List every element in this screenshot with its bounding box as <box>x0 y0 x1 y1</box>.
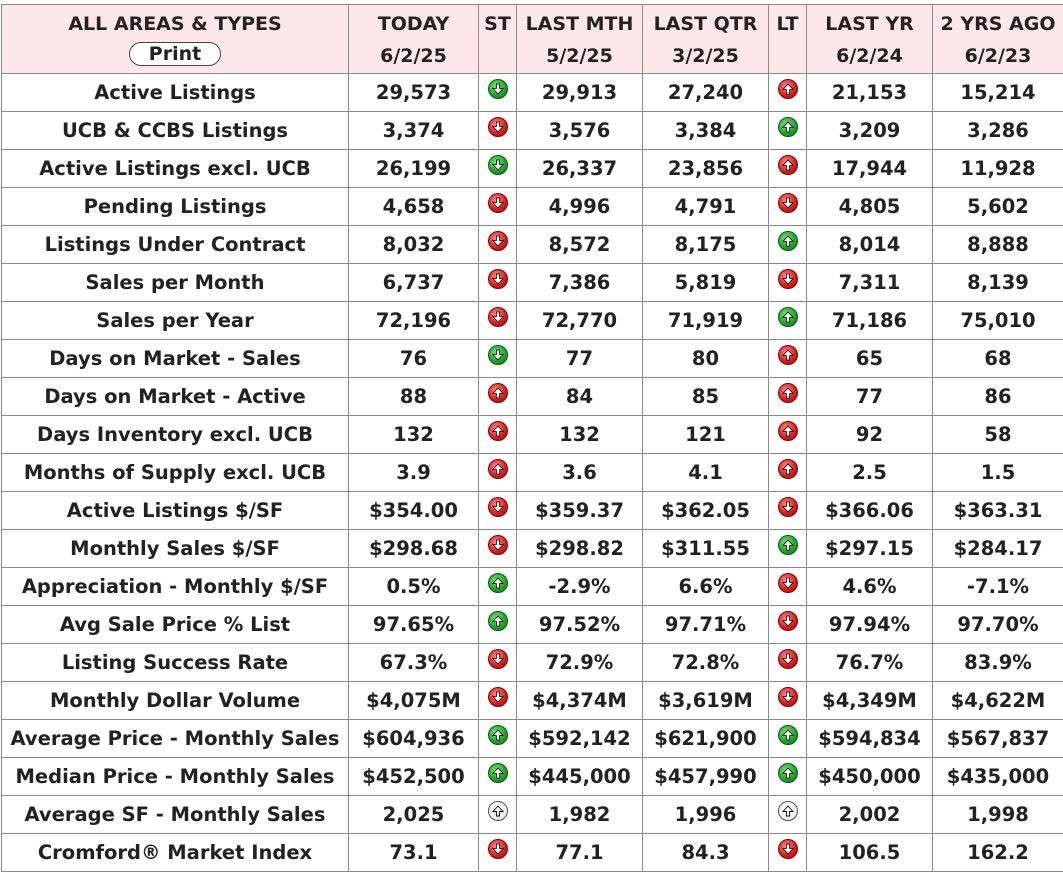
lt-trend-cell <box>769 150 807 188</box>
arrow-down-red-icon <box>488 839 508 859</box>
lt-trend-cell <box>769 378 807 416</box>
value-2-yrs-ago: 75,010 <box>933 302 1063 340</box>
value-today: 76 <box>349 340 479 378</box>
table-row <box>2 112 1063 150</box>
table-row <box>2 264 1063 302</box>
value-last-mth: 3.6 <box>517 454 643 492</box>
value-last-qtr: 3,384 <box>643 112 769 150</box>
table-row <box>2 720 1063 758</box>
arrow-up-red-icon <box>488 383 508 403</box>
row-label: Cromford® Market Index <box>2 834 349 872</box>
value-2-yrs-ago: $363.31 <box>933 492 1063 530</box>
value-2-yrs-ago: $435,000 <box>933 758 1063 796</box>
st-trend-cell <box>479 644 517 682</box>
arrow-down-red-icon <box>488 231 508 251</box>
value-last-yr: 92 <box>807 416 933 454</box>
row-label: Monthly Dollar Volume <box>2 682 349 720</box>
lt-trend-cell <box>769 302 807 340</box>
value-last-yr: 7,311 <box>807 264 933 302</box>
value-last-qtr: $457,990 <box>643 758 769 796</box>
table-row <box>2 568 1063 606</box>
value-last-mth: 84 <box>517 378 643 416</box>
row-label: Listing Success Rate <box>2 644 349 682</box>
arrow-down-red-icon <box>778 573 798 593</box>
value-last-qtr: 1,996 <box>643 796 769 834</box>
arrow-up-green-icon <box>778 307 798 327</box>
value-last-mth: $359.37 <box>517 492 643 530</box>
value-last-mth: 1,982 <box>517 796 643 834</box>
table-row <box>2 378 1063 416</box>
table-row <box>2 492 1063 530</box>
arrow-down-red-icon <box>488 535 508 555</box>
value-last-mth: 72.9% <box>517 644 643 682</box>
col-last-mth[interactable]: LAST MTH 5/2/25 <box>517 5 643 74</box>
value-last-yr: $4,349M <box>807 682 933 720</box>
value-last-yr: 97.94% <box>807 606 933 644</box>
table-row <box>2 682 1063 720</box>
st-trend-cell <box>479 530 517 568</box>
st-trend-cell <box>479 264 517 302</box>
lt-trend-cell <box>769 416 807 454</box>
value-last-yr: 4,805 <box>807 188 933 226</box>
arrow-down-green-icon <box>488 79 508 99</box>
value-2-yrs-ago: 8,139 <box>933 264 1063 302</box>
value-2-yrs-ago: 1,998 <box>933 796 1063 834</box>
table-row <box>2 74 1063 112</box>
arrow-up-white-icon <box>778 801 798 821</box>
value-last-mth: $592,142 <box>517 720 643 758</box>
st-trend-cell <box>479 720 517 758</box>
value-last-mth: 29,913 <box>517 74 643 112</box>
arrow-up-green-icon <box>778 535 798 555</box>
value-2-yrs-ago: 3,286 <box>933 112 1063 150</box>
st-trend-cell <box>479 568 517 606</box>
row-label: Pending Listings <box>2 188 349 226</box>
value-last-yr: 8,014 <box>807 226 933 264</box>
col-st[interactable]: ST <box>479 5 517 74</box>
table-row <box>2 606 1063 644</box>
row-label: Days on Market - Active <box>2 378 349 416</box>
market-stats-table <box>1 4 1063 872</box>
lt-trend-cell <box>769 188 807 226</box>
row-label: Median Price - Monthly Sales <box>2 758 349 796</box>
arrow-down-green-icon <box>488 155 508 175</box>
value-last-qtr: 27,240 <box>643 74 769 112</box>
print-button[interactable]: Print <box>129 42 221 66</box>
value-last-qtr: 4.1 <box>643 454 769 492</box>
value-last-qtr: 80 <box>643 340 769 378</box>
value-today: 6,737 <box>349 264 479 302</box>
table-row <box>2 150 1063 188</box>
arrow-up-red-icon <box>778 155 798 175</box>
value-last-qtr: 84.3 <box>643 834 769 872</box>
table-row <box>2 644 1063 682</box>
arrow-up-green-icon <box>778 725 798 745</box>
value-last-qtr: 71,919 <box>643 302 769 340</box>
lt-trend-cell <box>769 834 807 872</box>
table-title: ALL AREAS & TYPES <box>2 11 348 43</box>
header-row <box>2 5 1063 74</box>
row-label: Sales per Month <box>2 264 349 302</box>
lt-trend-cell <box>769 340 807 378</box>
value-last-qtr: 97.71% <box>643 606 769 644</box>
value-2-yrs-ago: 11,928 <box>933 150 1063 188</box>
value-last-qtr: $311.55 <box>643 530 769 568</box>
value-last-yr: 76.7% <box>807 644 933 682</box>
value-2-yrs-ago: 68 <box>933 340 1063 378</box>
value-last-mth: 97.52% <box>517 606 643 644</box>
st-trend-cell <box>479 188 517 226</box>
value-last-yr: 17,944 <box>807 150 933 188</box>
table-row <box>2 454 1063 492</box>
value-2-yrs-ago: 97.70% <box>933 606 1063 644</box>
st-trend-cell <box>479 454 517 492</box>
lt-trend-cell <box>769 682 807 720</box>
arrow-up-red-icon <box>778 345 798 365</box>
arrow-down-red-icon <box>488 307 508 327</box>
st-trend-cell <box>479 834 517 872</box>
row-label: Listings Under Contract <box>2 226 349 264</box>
value-2-yrs-ago: 58 <box>933 416 1063 454</box>
arrow-up-red-icon <box>778 459 798 479</box>
table-row <box>2 340 1063 378</box>
value-2-yrs-ago: -7.1% <box>933 568 1063 606</box>
value-last-qtr: 85 <box>643 378 769 416</box>
arrow-up-red-icon <box>488 421 508 441</box>
arrow-down-red-icon <box>488 117 508 137</box>
arrow-up-red-icon <box>778 421 798 441</box>
arrow-up-green-icon <box>488 763 508 783</box>
value-2-yrs-ago: 86 <box>933 378 1063 416</box>
arrow-up-green-icon <box>778 763 798 783</box>
arrow-up-green-icon <box>488 573 508 593</box>
value-today: 4,658 <box>349 188 479 226</box>
arrow-down-red-icon <box>778 269 798 289</box>
value-last-yr: 4.6% <box>807 568 933 606</box>
value-last-mth: 72,770 <box>517 302 643 340</box>
st-trend-cell <box>479 606 517 644</box>
value-last-mth: $298.82 <box>517 530 643 568</box>
value-last-qtr: 23,856 <box>643 150 769 188</box>
st-trend-cell <box>479 378 517 416</box>
lt-trend-cell <box>769 796 807 834</box>
header-title-cell <box>2 5 349 74</box>
value-last-qtr: 8,175 <box>643 226 769 264</box>
table-row <box>2 416 1063 454</box>
arrow-up-red-icon <box>488 459 508 479</box>
table-row <box>2 796 1063 834</box>
value-today: 3.9 <box>349 454 479 492</box>
arrow-down-red-icon <box>778 839 798 859</box>
row-label: Active Listings <box>2 74 349 112</box>
row-label: Average SF - Monthly Sales <box>2 796 349 834</box>
row-label: Days Inventory excl. UCB <box>2 416 349 454</box>
table-body <box>2 74 1063 872</box>
value-last-yr: $594,834 <box>807 720 933 758</box>
value-2-yrs-ago: 15,214 <box>933 74 1063 112</box>
value-today: 73.1 <box>349 834 479 872</box>
arrow-up-red-icon <box>778 383 798 403</box>
row-label: Sales per Year <box>2 302 349 340</box>
value-last-yr: 71,186 <box>807 302 933 340</box>
value-last-qtr: $621,900 <box>643 720 769 758</box>
row-label: Appreciation - Monthly $/SF <box>2 568 349 606</box>
value-today: 29,573 <box>349 74 479 112</box>
value-today: 2,025 <box>349 796 479 834</box>
st-trend-cell <box>479 796 517 834</box>
value-today: 88 <box>349 378 479 416</box>
lt-trend-cell <box>769 606 807 644</box>
value-today: $452,500 <box>349 758 479 796</box>
row-label: Active Listings excl. UCB <box>2 150 349 188</box>
arrow-up-white-icon <box>488 801 508 821</box>
value-today: 132 <box>349 416 479 454</box>
table-row <box>2 302 1063 340</box>
value-last-yr: 21,153 <box>807 74 933 112</box>
st-trend-cell <box>479 226 517 264</box>
arrow-down-red-icon <box>488 193 508 213</box>
arrow-up-green-icon <box>778 117 798 137</box>
st-trend-cell <box>479 492 517 530</box>
col-last-qtr[interactable]: LAST QTR 3/2/25 <box>643 5 769 74</box>
value-today: 67.3% <box>349 644 479 682</box>
value-last-qtr: $362.05 <box>643 492 769 530</box>
value-last-mth: 77.1 <box>517 834 643 872</box>
row-label: Active Listings $/SF <box>2 492 349 530</box>
value-last-qtr: 121 <box>643 416 769 454</box>
value-last-yr: 2,002 <box>807 796 933 834</box>
value-2-yrs-ago: 83.9% <box>933 644 1063 682</box>
arrow-up-green-icon <box>488 725 508 745</box>
row-label: Avg Sale Price % List <box>2 606 349 644</box>
value-last-qtr: 4,791 <box>643 188 769 226</box>
table-row <box>2 758 1063 796</box>
value-last-yr: 65 <box>807 340 933 378</box>
lt-trend-cell <box>769 720 807 758</box>
value-last-yr: $366.06 <box>807 492 933 530</box>
col-2-yrs-ago[interactable]: 2 YRS AGO 6/2/23 <box>933 5 1063 74</box>
value-2-yrs-ago: $4,622M <box>933 682 1063 720</box>
col-last-yr[interactable]: LAST YR 6/2/24 <box>807 5 933 74</box>
value-today: 8,032 <box>349 226 479 264</box>
arrow-down-green-icon <box>488 345 508 365</box>
value-2-yrs-ago: 162.2 <box>933 834 1063 872</box>
value-last-mth: 132 <box>517 416 643 454</box>
row-label: Months of Supply excl. UCB <box>2 454 349 492</box>
value-last-qtr: 5,819 <box>643 264 769 302</box>
st-trend-cell <box>479 112 517 150</box>
st-trend-cell <box>479 150 517 188</box>
table-row <box>2 188 1063 226</box>
arrow-down-red-icon <box>488 269 508 289</box>
arrow-down-red-icon <box>488 649 508 669</box>
arrow-down-red-icon <box>778 649 798 669</box>
st-trend-cell <box>479 682 517 720</box>
lt-trend-cell <box>769 492 807 530</box>
value-2-yrs-ago: 1.5 <box>933 454 1063 492</box>
value-today: 3,374 <box>349 112 479 150</box>
value-last-yr: 3,209 <box>807 112 933 150</box>
st-trend-cell <box>479 416 517 454</box>
arrow-up-red-icon <box>778 79 798 99</box>
table-row <box>2 530 1063 568</box>
value-last-mth: 77 <box>517 340 643 378</box>
value-today: 0.5% <box>349 568 479 606</box>
arrow-down-red-icon <box>488 687 508 707</box>
arrow-down-red-icon <box>488 497 508 517</box>
value-last-yr: $450,000 <box>807 758 933 796</box>
arrow-down-red-icon <box>778 193 798 213</box>
lt-trend-cell <box>769 226 807 264</box>
arrow-up-green-icon <box>488 611 508 631</box>
value-today: $298.68 <box>349 530 479 568</box>
st-trend-cell <box>479 302 517 340</box>
lt-trend-cell <box>769 568 807 606</box>
value-last-mth: -2.9% <box>517 568 643 606</box>
value-last-qtr: $3,619M <box>643 682 769 720</box>
arrow-down-red-icon <box>778 687 798 707</box>
value-last-yr: 2.5 <box>807 454 933 492</box>
value-today: $4,075M <box>349 682 479 720</box>
value-today: $354.00 <box>349 492 479 530</box>
lt-trend-cell <box>769 454 807 492</box>
value-2-yrs-ago: $567,837 <box>933 720 1063 758</box>
value-last-mth: 8,572 <box>517 226 643 264</box>
arrow-up-green-icon <box>778 231 798 251</box>
value-last-yr: 106.5 <box>807 834 933 872</box>
table-row <box>2 834 1063 872</box>
lt-trend-cell <box>769 530 807 568</box>
lt-trend-cell <box>769 264 807 302</box>
value-2-yrs-ago: 8,888 <box>933 226 1063 264</box>
value-last-mth: 3,576 <box>517 112 643 150</box>
value-last-mth: 26,337 <box>517 150 643 188</box>
value-last-yr: $297.15 <box>807 530 933 568</box>
table-row <box>2 226 1063 264</box>
value-last-mth: $445,000 <box>517 758 643 796</box>
value-last-qtr: 72.8% <box>643 644 769 682</box>
lt-trend-cell <box>769 112 807 150</box>
row-label: Days on Market - Sales <box>2 340 349 378</box>
value-last-mth: 7,386 <box>517 264 643 302</box>
col-lt[interactable]: LT <box>769 5 807 74</box>
value-today: 26,199 <box>349 150 479 188</box>
lt-trend-cell <box>769 74 807 112</box>
lt-trend-cell <box>769 644 807 682</box>
arrow-down-red-icon <box>778 611 798 631</box>
row-label: Monthly Sales $/SF <box>2 530 349 568</box>
value-last-mth: $4,374M <box>517 682 643 720</box>
st-trend-cell <box>479 340 517 378</box>
value-last-qtr: 6.6% <box>643 568 769 606</box>
value-today: 97.65% <box>349 606 479 644</box>
value-last-mth: 4,996 <box>517 188 643 226</box>
value-today: 72,196 <box>349 302 479 340</box>
st-trend-cell <box>479 758 517 796</box>
value-last-yr: 77 <box>807 378 933 416</box>
arrow-down-red-icon <box>778 497 798 517</box>
row-label: Average Price - Monthly Sales <box>2 720 349 758</box>
col-today[interactable]: TODAY 6/2/25 <box>349 5 479 74</box>
lt-trend-cell <box>769 758 807 796</box>
value-2-yrs-ago: $284.17 <box>933 530 1063 568</box>
row-label: UCB & CCBS Listings <box>2 112 349 150</box>
st-trend-cell <box>479 74 517 112</box>
value-today: $604,936 <box>349 720 479 758</box>
value-2-yrs-ago: 5,602 <box>933 188 1063 226</box>
